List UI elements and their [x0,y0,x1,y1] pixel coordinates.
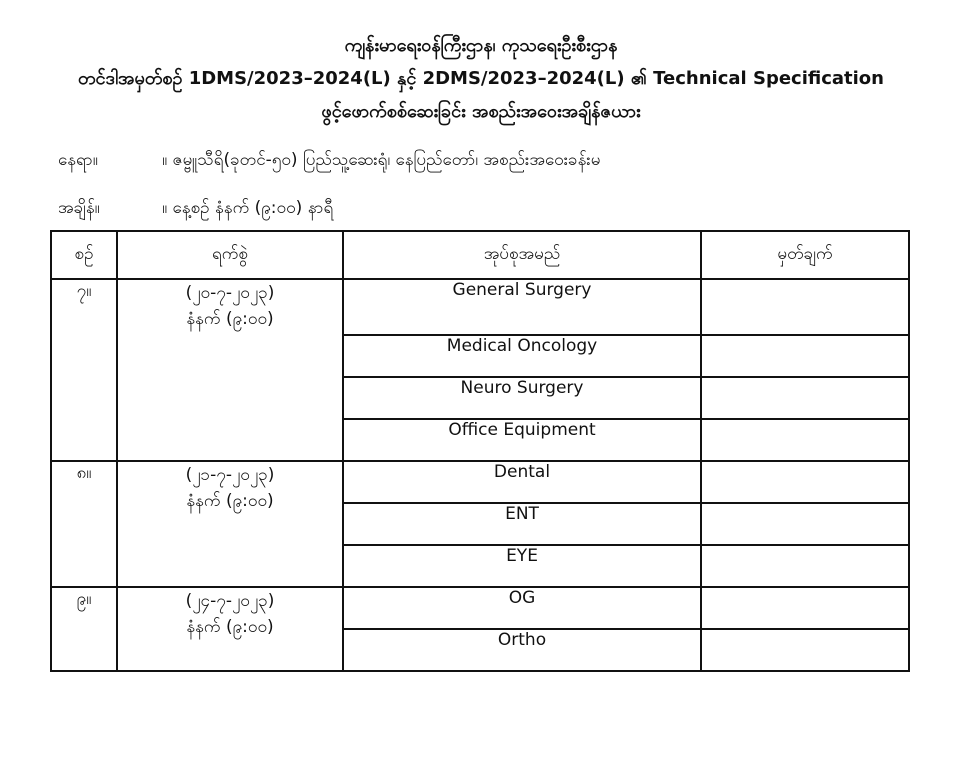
remarks-cell [701,335,909,377]
table-header-row [51,231,909,279]
group-name: ENT [343,503,701,545]
tender-title: တင်ဒါအမှတ်စဉ် 1DMS/2023–2024(L) နှင့် 2DMS/2023–2024(L) ၏ Technical Specification [78,68,884,89]
ministry-title: ကျန်းမာရေးဝန်ကြီးဌာန၊ ကုသရေးဦးစီးဌာန [344,35,618,56]
time-row [58,196,333,220]
group-name: Dental [343,461,701,503]
date-cell [117,587,343,671]
remarks-cell [701,461,909,503]
venue-value: ။ ဇမ္ဗူသီရိ(ခုတင်-၅၀) ပြည်သူ့ဆေးရုံ၊ နေပြည်တော်၊ အစည်းအဝေးခန်းမ [162,150,601,170]
remarks-cell [701,279,909,335]
time-value: ။ နေ့စဉ် နံနက် (၉:၀၀) နာရီ [162,198,334,218]
header-remarks: မှတ်ချက် [701,231,909,279]
table-row [51,279,909,335]
date-value: (၂၀-၇-၂၀၂၃) [185,283,275,303]
remarks-cell [701,629,909,671]
row-number: ၇။ [51,279,117,461]
group-name: Ortho [343,629,701,671]
table-row [51,587,909,629]
group-name: Neuro Surgery [343,377,701,419]
remarks-cell [701,503,909,545]
date-cell [117,279,343,461]
remarks-cell [701,377,909,419]
remarks-cell [701,419,909,461]
date-cell [117,461,343,587]
time-label: အချိန်။ [58,198,100,218]
header-date: ရက်စွဲ [117,231,343,279]
schedule-title: ဖွင့်ဖောက်စစ်ဆေးခြင်း အစည်းအဝေးအချိန်ဇယား [321,101,641,122]
group-name: EYE [343,545,701,587]
row-number: ၈။ [51,461,117,587]
group-name: Medical Oncology [343,335,701,377]
time-value: နံနက် (၉:၀၀) [186,309,274,329]
row-number: ၉။ [51,587,117,671]
header-no: စဉ် [51,231,117,279]
date-value: (၂၁-၇-၂၀၂၃) [185,465,275,485]
time-value: နံနက် (၉:၀၀) [186,617,274,637]
table-row [51,461,909,503]
group-name: General Surgery [343,279,701,335]
venue-row [58,148,600,172]
group-name: Office Equipment [343,419,701,461]
schedule-table [50,230,910,672]
time-value: နံနက် (၉:၀၀) [186,491,274,511]
remarks-cell [701,587,909,629]
header-group-name: အုပ်စုအမည် [343,231,701,279]
date-value: (၂၄-၇-၂၀၂၃) [185,591,275,611]
remarks-cell [701,545,909,587]
group-name: OG [343,587,701,629]
venue-label: နေရာ။ [58,150,98,170]
